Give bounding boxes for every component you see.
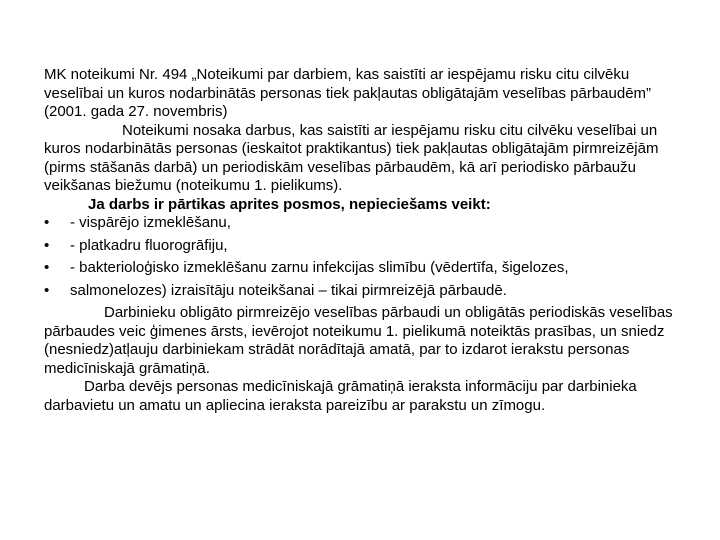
doctor-check-paragraph: Darbinieku obligāto pirmreizējo veselības pārbaudi un obligātās periodiskās veselības pārbaudes veic ģimenes ārsts, ievērojot noteikumu 1. pielikumā noteiktās prasības, un sniedz (nesniedz)atļauju darbiniekam strādāt norādītajā amatā, par to izdarot ierakstu personas medicīniskajā grāmatiņā. bbox=[44, 304, 673, 377]
employer-signature-paragraph: darbavietu un amatu un apliecina ieraksta pareizību ar parakstu un zīmogu. bbox=[44, 396, 546, 414]
bullet-icon: • bbox=[44, 259, 50, 276]
list-item-text: - bakterioloģisko izmeklēšanu zarnu infekcijas slimību (vēdertīfa, šigelozes, bbox=[70, 259, 569, 276]
list-item-text: - vispārējo izmeklēšanu, bbox=[70, 214, 231, 231]
bullet-icon: • bbox=[44, 281, 50, 299]
intro-paragraph: MK noteikumi Nr. 494 „Noteikumi par darbiem, kas saistīti ar iespējamu risku citu cilvēku veselībai un kuros nodarbinātās personas tiek pakļautas obligātajām veselības pārbaudēm” (2001. gada 27. novembris) bbox=[44, 66, 652, 120]
document-text bbox=[44, 66, 676, 415]
rules-description-paragraph: Noteikumi nosaka darbus, kas saistīti ar iespējamu risku citu cilvēku veselībai un kuros nodarbinātās personas (ieskaitot praktikantus) tiek pakļautas obligātajām pirmreizējām (pirms stāšanās darbā) un periodiskām veselības pārbaudēm, kā arī periodisko pārbaužu veikšanas biežumu (noteikumu 1. pielikums). bbox=[44, 121, 659, 194]
employer-record-paragraph: Darba devējs personas medicīniskajā grāmatiņā ieraksta informāciju par darbinieka bbox=[84, 378, 637, 395]
requirements-list bbox=[44, 214, 676, 300]
bullet-icon: • bbox=[44, 214, 50, 231]
list-item bbox=[44, 282, 676, 301]
list-item bbox=[44, 214, 676, 233]
food-chain-heading: Ja darbs ir pārtikas aprites posmos, nepieciešams veikt: bbox=[88, 195, 491, 213]
list-item-text: salmonelozes) izraisītāju noteikšanai – tikai pirmreizējā pārbaudē. bbox=[70, 281, 507, 299]
list-item bbox=[44, 237, 676, 256]
list-item-text: - platkadru fluorogrāfiju, bbox=[70, 236, 228, 254]
bullet-icon: • bbox=[44, 236, 50, 254]
list-item bbox=[44, 259, 676, 278]
